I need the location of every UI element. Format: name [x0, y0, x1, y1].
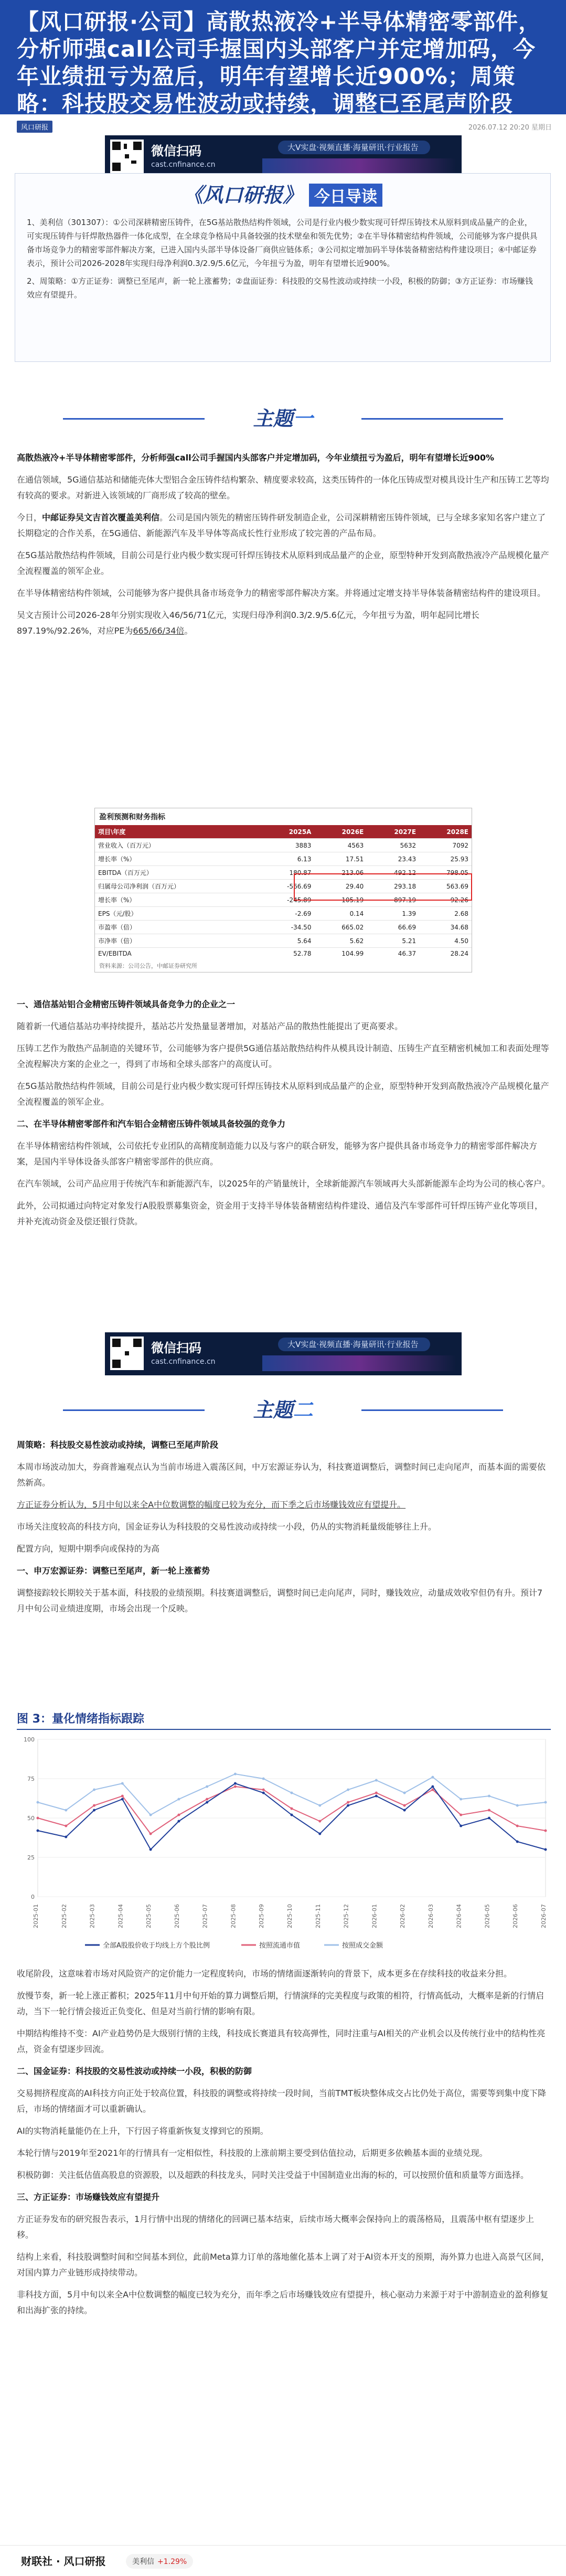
paragraph: 吴文吉预计公司2026-28年分别实现收入46/56/71亿元，实现归母净利润0.3/2.9/5.6亿元，今年扭亏为盈，明年起同比增长897.19%/92.26%，对应PE为665/66/34倍。 — [17, 610, 479, 636]
x-tick-label: 2025-08 — [230, 1904, 237, 1928]
data-point — [431, 1786, 434, 1788]
guide-item-1: 1、美利信（301307）：①公司深耕精密压铸件，在5G基站散热结构件领域，公司是行业内极少数实现可钎焊压铸技术从原料到成品量产的企业，可实现压铸件与钎焊散热器件一体化成型，在全球竞争格局中具备较强的技术壁垒和领先优势；②在半导体精密结构件领域，公司能够为客户提供具备市场竞争力的精密零部件解决方案，已进入国内头部半导体设备厂商供应链体系；③公司拟定增加码半导体装备精密结构件建设项目；④中邮证券表示，预计公司2026-2028年实现归母净利润0.3/2.9/5.6亿元，今年扭亏为盈，明年有望增长近900%。 — [27, 218, 538, 268]
x-tick-label: 2026-07 — [540, 1904, 547, 1928]
stock-change: +1.29% — [157, 2558, 187, 2566]
section2-content — [17, 1437, 551, 1623]
table-cell: 92.26 — [419, 893, 472, 907]
highlight-box — [294, 873, 472, 901]
banner-site: cast.cnfinance.cn — [151, 161, 216, 169]
data-point — [121, 1782, 124, 1785]
table-header-cell: 2027E — [367, 825, 419, 839]
table-cell: 1.39 — [367, 907, 419, 921]
x-tick-label: 2026-06 — [512, 1904, 519, 1928]
paragraph: 交易拥挤程度高的AI科技方向正处于较高位置，科技股的调整或将持续一段时间，当前TMT板块整体成交占比仍处于高位，需要等到集中度下降后，市场的情绪面才可以重新确认。 — [17, 2088, 547, 2114]
data-point — [149, 1848, 152, 1851]
y-tick-label: 0 — [31, 1894, 35, 1900]
table-cell: 17.51 — [314, 852, 367, 866]
article-meta — [17, 119, 552, 132]
data-point — [375, 1795, 378, 1798]
data-point — [488, 1809, 490, 1812]
table-cell: 52.78 — [258, 948, 315, 960]
data-point — [347, 1789, 349, 1791]
paragraph: 结构上来看，科技股调整时间和空间基本到位，此前Meta算力订单的落地催化基本上调了对于AI资本开支的预期，海外算力也进入高景气区间，对国内算力产业链形成持续带动。 — [17, 2252, 550, 2278]
data-point — [65, 1825, 67, 1827]
table-cell: 6.13 — [258, 852, 315, 866]
promo-banner-middle[interactable] — [105, 1332, 462, 1375]
x-tick-label: 2026-04 — [455, 1904, 463, 1928]
table-cell: 563.69 — [419, 880, 472, 893]
x-tick-label: 2025-02 — [60, 1904, 68, 1928]
table-cell: 293.18 — [367, 880, 419, 893]
x-tick-label: 2026-05 — [484, 1904, 491, 1928]
table-cell: 28.24 — [419, 948, 472, 960]
data-point — [262, 1792, 265, 1794]
table-cell: 798.05 — [419, 866, 472, 880]
guide-title: 《风口研报》 今日导读 — [15, 179, 550, 208]
x-tick-label: 2025-07 — [201, 1904, 209, 1928]
x-tick-label: 2025-09 — [258, 1904, 265, 1928]
table-source: 资料来源：公司公告，中邮证券研究所 — [99, 963, 197, 969]
data-point — [37, 1817, 39, 1820]
data-point — [37, 1801, 39, 1804]
data-point — [149, 1833, 152, 1835]
legend-label: 按照成交金额 — [342, 1942, 383, 1950]
data-point — [93, 1809, 95, 1812]
table-cell: 105.19 — [314, 893, 367, 907]
data-point — [37, 1830, 39, 1832]
paragraph: 在汽车领域，公司产品应用于传统汽车和新能源汽车，以2025年的产销量统计，全球新能源汽车领域再大头部新能源车企均为公司的核心客户。 — [17, 1179, 550, 1189]
table-cell: 3883 — [258, 839, 315, 852]
table-cell: -566.69 — [258, 880, 315, 893]
data-point — [93, 1804, 95, 1807]
paragraph: 今日，中邮证券吴文吉首次覆盖美利信。公司是国内领先的精密压铸件研发制造企业，公司深耕精密压铸件领域，已与全球多家知名客户建立了长期稳定的合作关系，在5G通信、新能源汽车及半导体等高成长性行业形成了较完善的产品布局。 — [17, 512, 546, 538]
y-tick-label: 100 — [24, 1736, 35, 1743]
table-cell: 46.37 — [367, 948, 419, 960]
table-header-cell: 项目\年度 — [95, 825, 258, 839]
y-tick-label: 50 — [27, 1815, 35, 1822]
footer-bar — [0, 2545, 566, 2576]
data-point — [177, 1814, 180, 1816]
brand-logo[interactable]: 财联社 · 风口研报 — [21, 2555, 106, 2568]
banner-site: cast.cnfinance.cn — [151, 1358, 216, 1366]
section1-content — [17, 450, 551, 645]
table-header-cell: 2028E — [419, 825, 472, 839]
paragraph: 方正证券分析认为，5月中旬以来全A中位数调整的幅度已较为充分，而下季之后市场赚钱效应有望提升。 — [17, 1500, 406, 1510]
sentiment-line-chart — [17, 1734, 551, 1954]
banner-graphic — [262, 1355, 456, 1371]
data-point — [65, 1809, 67, 1812]
subheading: 二、国金证券：科技股的交易性波动或持续一小段，积极的防御 — [17, 2066, 252, 2076]
table-cell: 4.50 — [419, 934, 472, 948]
paragraph: 配置方向，短期中期季向或保持的为高 — [17, 1544, 160, 1554]
table-cell: 归属母公司净利润（百万元） — [95, 880, 258, 893]
data-point — [516, 1841, 519, 1843]
guide-subtitle: 今日导读 — [309, 184, 382, 207]
subheading: 二、在半导体精密零部件和汽车铝合金精密压铸件领域具备较强的竞争力 — [17, 1119, 286, 1129]
table-cell: EPS（元/股） — [95, 907, 258, 921]
today-guide-box — [15, 173, 551, 362]
section-title-2: 主题二 — [0, 1393, 566, 1427]
banner-marquee: 大V实盘·视频直播·海量研讯·行业报告 — [278, 1338, 430, 1351]
data-point — [318, 1833, 321, 1835]
data-point — [516, 1825, 519, 1827]
x-tick-label: 2025-03 — [89, 1904, 96, 1928]
data-point — [65, 1836, 67, 1839]
table-row — [95, 921, 472, 934]
data-point — [93, 1789, 95, 1791]
data-point — [403, 1809, 406, 1812]
paragraph: 此外，公司拟通过向特定对象发行A股股票募集资金，资金用于支持半导体装备精密结构件建设、通信及汽车零部件可钎焊压铸产业化等项目，并补充流动资金及偿还银行贷款。 — [17, 1201, 543, 1226]
data-point — [206, 1786, 208, 1788]
data-point — [488, 1795, 490, 1798]
table-cell: -245.89 — [258, 893, 315, 907]
table-cell: 492.12 — [367, 866, 419, 880]
table-cell: 增长率（%） — [95, 852, 258, 866]
table-cell: -34.50 — [258, 921, 315, 934]
data-point — [544, 1830, 547, 1832]
data-point — [403, 1792, 406, 1794]
banner-title: 微信扫码 — [151, 144, 201, 158]
paragraph: 在半导体精密结构件领域，公司能够为客户提供具备市场竞争力的精密零部件解决方案。并将通过定增支持半导体装备精密结构件的建设项目。 — [17, 588, 546, 598]
paragraph: 非科技方面，5月中旬以来全A中位数调整的幅度已较为充分，而年季之后市场赚钱效应有望提升，核心驱动力来源于对于中游制造业的盈利修复和出海扩张的持续。 — [17, 2290, 549, 2315]
x-tick-label: 2026-01 — [371, 1904, 378, 1928]
stock-chip[interactable] — [126, 2554, 193, 2569]
paragraph: 在半导体精密结构件领域，公司依托专业团队的高精度制造能力以及与客户的联合研发，能够为客户提供具备市场竞争力的精密零部件解决方案，是国内半导体设备头部客户精密零部件的供应商。 — [17, 1141, 538, 1167]
data-point — [544, 1848, 547, 1851]
legend-label: 全部A股股价收于均线上方个股比例 — [103, 1942, 210, 1950]
data-point — [234, 1773, 237, 1776]
data-point — [318, 1820, 321, 1823]
x-tick-label: 2025-06 — [173, 1904, 180, 1928]
table-cell: 7092 — [419, 839, 472, 852]
table-cell: 665.02 — [314, 921, 367, 934]
y-tick-label: 75 — [27, 1776, 35, 1782]
table-cell: 0.14 — [314, 907, 367, 921]
paragraph: 随着新一代通信基站功率持续提升，基站芯片发热量显著增加，对基站产品的散热性能提出了更高要求。 — [17, 1021, 403, 1031]
legend-label: 按照流通市值 — [259, 1942, 301, 1950]
data-point — [516, 1804, 519, 1807]
data-point — [234, 1782, 237, 1785]
subheading: 三、方正证券：市场赚钱效应有望提升 — [17, 2192, 160, 2202]
data-point — [291, 1792, 293, 1794]
table-cell: 25.93 — [419, 852, 472, 866]
qr-code-icon — [110, 1337, 144, 1370]
table-cell: 市盈率（倍） — [95, 921, 258, 934]
table-cell: 4563 — [314, 839, 367, 852]
section1b-content — [17, 997, 551, 1236]
table-row — [95, 907, 472, 921]
data-point — [291, 1808, 293, 1810]
column-tag[interactable]: 风口研报 — [17, 121, 52, 133]
table-cell: 104.99 — [314, 948, 367, 960]
section1-lead: 高散热液冷+半导体精密零部件，分析师强call公司手握国内头部客户并定增加码，今年业绩扭亏为盈后，明年有望增长近900% — [17, 453, 495, 463]
paragraph: 在5G基站散热结构件领域，目前公司是行业内极少数实现可钎焊压铸技术从原料到成品量产的企业，原型特种开发到高散热液冷产品规模化量产全流程覆盖的领军企业。 — [17, 550, 549, 576]
stock-name: 美利信 — [132, 2558, 154, 2566]
data-point — [177, 1798, 180, 1801]
table-cell: 29.40 — [314, 880, 367, 893]
banner-marquee: 大V实盘·视频直播·海量研讯·行业报告 — [278, 141, 430, 154]
x-tick-label: 2026-02 — [399, 1904, 407, 1928]
paragraph: 调整接踪较长期较关于基本面，科技股的业绩预期。科技赛道调整后，调整时间已走向尾声，同时，赚钱效应，动量成效收窄但仍有升。预计7月中旬公司业绩进度期，市场会出现一个反映。 — [17, 1588, 543, 1613]
subheading: 一、申万宏源证券：调整已至尾声，新一轮上涨蓄势 — [17, 1566, 210, 1576]
table-cell: 180.87 — [258, 866, 315, 880]
subheading: 一、通信基站铝合金精密压铸件领域具备竞争力的企业之一 — [17, 999, 236, 1009]
figure-rule — [17, 1729, 551, 1730]
data-point — [375, 1779, 378, 1782]
data-point — [347, 1801, 349, 1804]
table-cell: 897.19 — [367, 893, 419, 907]
paragraph: 积极防御：关注低估值高股息的资源股，以及超跌的科技龙头，同时关注受益于中国制造业出海的标的，可以按照价值和质量等方面选择。 — [17, 2170, 529, 2180]
table-header-cell: 2025A — [258, 825, 315, 839]
x-tick-label: 2025-04 — [117, 1904, 124, 1928]
banner-graphic — [262, 158, 456, 174]
x-tick-label: 2025-12 — [343, 1904, 350, 1928]
data-point — [262, 1789, 265, 1791]
table-row — [95, 948, 472, 960]
data-point — [206, 1798, 208, 1801]
article-headline: 【风口研报·公司】高散热液冷+半导体精密零部件，分析师强call公司手握国内头部客户并定增加码，今年业绩扭亏为盈后，明年有望增长近900%；周策略：科技股交易性波动或持续，调整已至尾声阶段 — [0, 0, 566, 114]
data-point — [375, 1792, 378, 1794]
data-point — [234, 1786, 237, 1788]
table-cell: EV/EBITDA — [95, 948, 258, 960]
table-cell: 5.21 — [367, 934, 419, 948]
paragraph: 市场关注度较高的科技方向，国金证券认为科技股的交易性波动或持续一小段，仍从的实物消耗量级能够往上升。 — [17, 1522, 437, 1532]
data-point — [206, 1801, 208, 1804]
table-cell: 营业收入（百万元） — [95, 839, 258, 852]
table-cell: -2.69 — [258, 907, 315, 921]
table-cell: 2.68 — [419, 907, 472, 921]
paragraph: 收尾阶段，这意味着市场对风险资产的定价能力一定程度转向，市场的情绪面逐渐转向的背景下，成本更多在存续科技的收益来分担。 — [17, 1969, 512, 1979]
data-point — [318, 1804, 321, 1807]
data-point — [431, 1776, 434, 1779]
data-point — [121, 1798, 124, 1801]
data-point — [262, 1778, 265, 1780]
y-tick-label: 25 — [27, 1854, 35, 1861]
section2b-content — [17, 1966, 551, 2325]
publish-time: 2026.07.12 20:20 星期日 — [468, 124, 552, 132]
qr-code-icon — [110, 140, 144, 173]
table-cell: EBITDA（百万元） — [95, 866, 258, 880]
data-point — [291, 1814, 293, 1816]
x-tick-label: 2025-01 — [33, 1904, 39, 1928]
table-row — [95, 852, 472, 866]
table-cell: 34.68 — [419, 921, 472, 934]
data-point — [431, 1789, 434, 1791]
table-cell: 5632 — [367, 839, 419, 852]
table-cell: 213.06 — [314, 866, 367, 880]
paragraph: 压铸工艺作为散热产品制造的关键环节，公司能够为客户提供5G通信基站散热结构件从模具设计制造、压铸生产直至精密机械加工和表面处理等全流程解决方案的企业之一，得到了市场和全球头部客户的高度认可。 — [17, 1043, 549, 1069]
data-point — [403, 1804, 406, 1807]
table-cell: 市净率（倍） — [95, 934, 258, 948]
x-tick-label: 2025-05 — [145, 1904, 153, 1928]
table-cell: 5.64 — [258, 934, 315, 948]
section2-lead: 周策略：科技股交易性波动或持续，调整已至尾声阶段 — [17, 1440, 219, 1450]
paragraph: 在通信领域，5G通信基站和储能壳体大型铝合金压铸件结构繁杂、精度要求较高，这类压铸件的一体化压铸成型对模具设计生产和压铸工艺等均有较高的要求。对新进入该领域的厂商形成了较高的壁垒。 — [17, 475, 549, 500]
figure-title: 图 3：量化情绪指标跟踪 — [17, 1713, 144, 1726]
data-point — [460, 1798, 462, 1801]
data-point — [347, 1804, 349, 1807]
promo-banner-top[interactable] — [105, 135, 462, 178]
banner-title: 微信扫码 — [151, 1341, 201, 1355]
paragraph: 在5G基站散热结构件领域，目前公司是行业内极少数实现可钎焊压铸技术从原料到成品量产的企业，原型特种开发到高散热液冷产品规模化量产全流程覆盖的领军企业。 — [17, 1081, 549, 1107]
x-tick-label: 2025-11 — [314, 1904, 322, 1928]
x-tick-label: 2025-10 — [286, 1904, 293, 1928]
paragraph: 方正证券发布的研究报告表示，1月行情中出现的情绪化的回调已基本结束，后续市场大概率会保持向上的震荡格局，且震荡中枢有望逐步上移。 — [17, 2214, 535, 2240]
section-title-1: 主题一 — [0, 402, 566, 435]
data-point — [149, 1814, 152, 1816]
data-point — [544, 1801, 547, 1804]
table-caption: 盈利预测和财务指标 — [95, 808, 472, 825]
data-point — [460, 1825, 462, 1827]
table-row — [95, 934, 472, 948]
data-point — [460, 1814, 462, 1816]
guide-item-2: 2、周策略：①方正证券：调整已至尾声，新一轮上涨蓄势；②盘面证券：科技股的交易性波动或持续一小段，积极的防御；③方正证券：市场赚钱效应有望提升。 — [27, 276, 533, 300]
data-point — [488, 1817, 490, 1820]
table-row — [95, 839, 472, 852]
data-point — [177, 1820, 180, 1823]
table-header-cell: 2026E — [314, 825, 367, 839]
table-cell: 5.62 — [314, 934, 367, 948]
paragraph: 本周市场波动加大，券商普遍观点认为当前市场进入震荡区间，中万宏源证券认为，科技赛道调整后，调整时间已走向尾声，而基本面的需要依然新高。 — [17, 1462, 546, 1488]
paragraph: AI的实物消耗量能仍在上升，下行因子将重新恢复支撑到它的预期。 — [17, 2126, 269, 2136]
x-tick-label: 2026-03 — [427, 1904, 434, 1928]
paragraph: 放慢节奏，新一轮上涨正蓄积；2025年11月中旬开始的算力调整后期，行情演绎的完美程度与政策的相符，行情高低动，大概率是新的行情启动，当下一轮行情会接近正负变化、但是对当前行情的影响有限。 — [17, 1991, 544, 2016]
data-point — [121, 1795, 124, 1798]
paragraph: 中期结构维持不变：AI产业趋势仍是大级别行情的主线，科技成长赛道具有较高弹性，同时注重与AI相关的产业机会以及传统行业中的结构性亮点，资金有望逐步回流。 — [17, 2028, 546, 2054]
guide-body — [27, 216, 539, 306]
table-cell: 增长率（%） — [95, 893, 258, 907]
paragraph: 本轮行情与2019年至2021年的行情具有一定相似性，科技股的上涨前期主要受到估值拉动，后期更多依赖基本面的业绩兑现。 — [17, 2148, 488, 2158]
table-cell: 23.43 — [367, 852, 419, 866]
table-cell: 66.69 — [367, 921, 419, 934]
